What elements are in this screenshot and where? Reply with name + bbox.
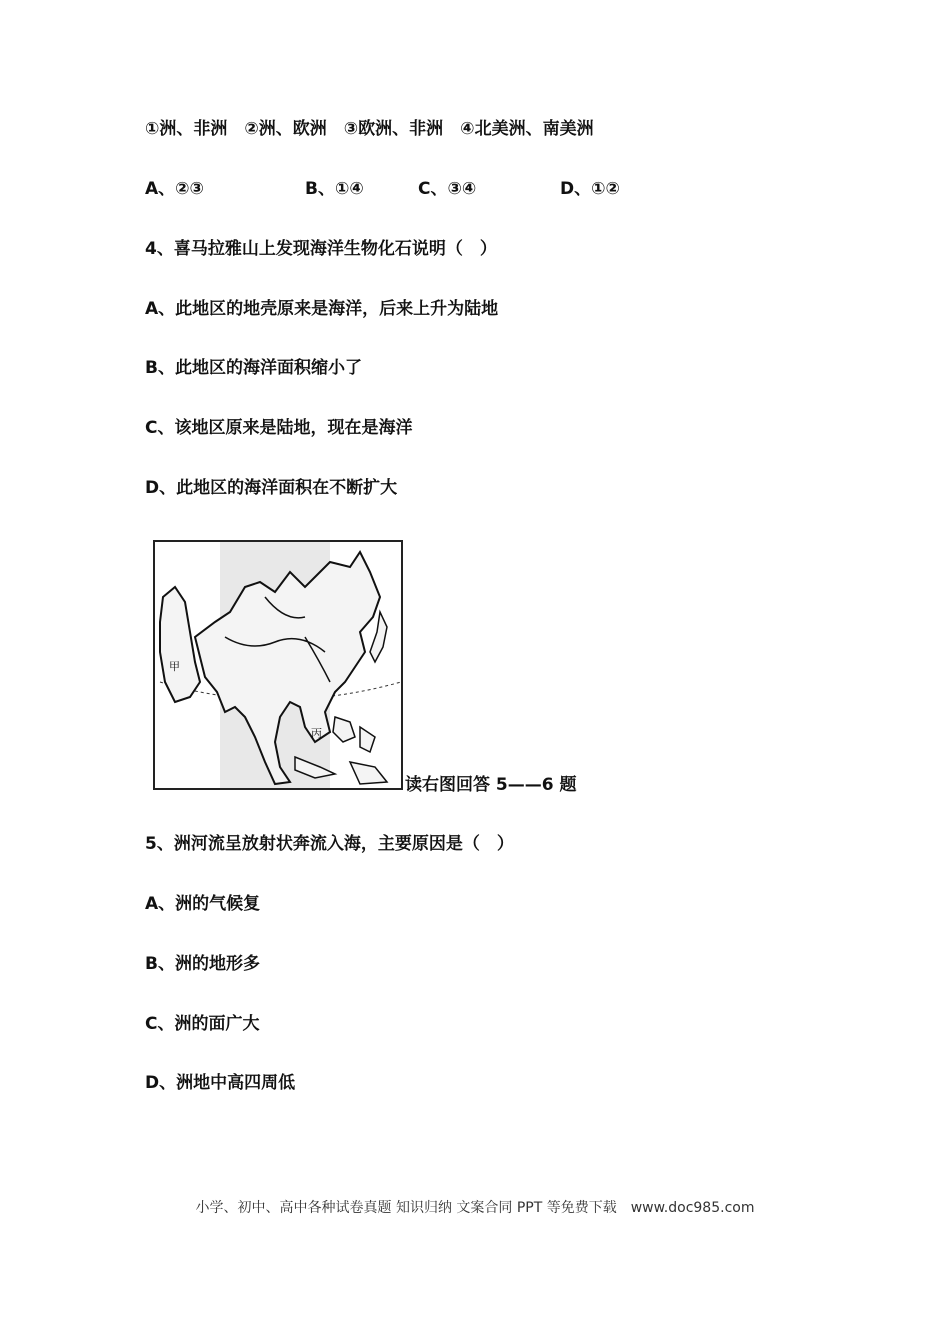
map-label-bing: 丙: [311, 727, 322, 740]
asia-map-drawing: [155, 542, 401, 788]
map-label-jia: 甲: [169, 660, 180, 673]
q4-option-a: A、此地区的地壳原来是海洋，后来上升为陆地: [145, 299, 499, 319]
q4-question: 4、喜马拉雅山上发现海洋生物化石说明（ ）: [145, 239, 497, 259]
q5-option-a: A、洲的气候复: [145, 894, 261, 914]
q5-question: 5、洲河流呈放射状奔流入海，主要原因是（ ）: [145, 834, 514, 854]
asia-map: [153, 540, 403, 790]
page-footer: 小学、初中、高中各种试卷真题 知识归纳 文案合同 PPT 等免费下载 www.doc985.com: [195, 1200, 755, 1216]
q5-option-d: D、洲地中高四周低: [145, 1073, 296, 1093]
q3-option-c: C、③④: [418, 179, 477, 199]
q5-option-c: C、洲的面广大: [145, 1014, 260, 1034]
q3-option-a: A、②③: [145, 179, 204, 199]
q4-option-b: B、此地区的海洋面积缩小了: [145, 358, 362, 378]
q4-option-d: D、此地区的海洋面积在不断扩大: [145, 478, 398, 498]
q3-option-b: B、①④: [305, 179, 364, 199]
q3-option-d: D、①②: [560, 179, 620, 199]
q4-option-c: C、该地区原来是陆地，现在是海洋: [145, 418, 413, 438]
q3-items: ①洲、非洲 ②洲、欧洲 ③欧洲、非洲 ④北美洲、南美洲: [145, 119, 594, 139]
map-caption: 读右图回答 5——6 题: [405, 775, 577, 795]
q5-option-b: B、洲的地形多: [145, 954, 260, 974]
